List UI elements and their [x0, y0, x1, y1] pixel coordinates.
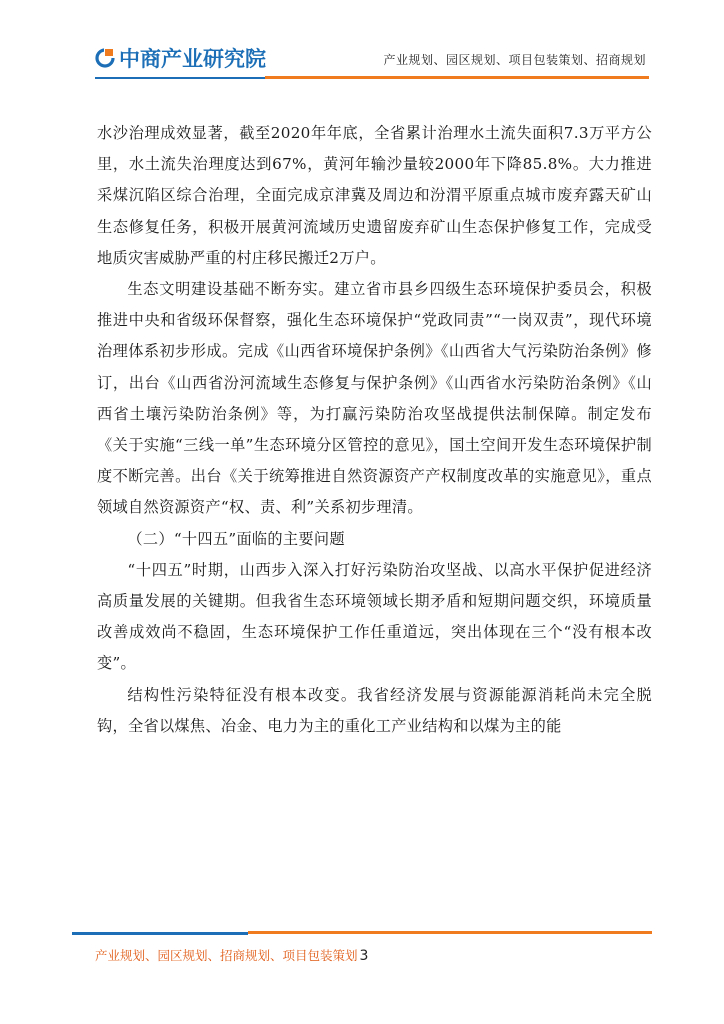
paragraph-4: 结构性污染特征没有根本改变。我省经济发展与资源能源消耗尚未完全脱钩，全省以煤焦、冶金、电力为主的重化工产业结构和以煤为主的能 [97, 685, 652, 735]
paragraph-3: “十四五”时期，山西步入深入打好污染防治攻坚战、以高水平保护促进经济高质量发展的关键期。但我省生态环境领域长期矛盾和短期问题交织，环境质量改善成效尚不稳固，生态环境保护工作任重道远，突出体现在三个“没有根本改变”。 [97, 560, 652, 673]
section-heading: （二）“十四五”面临的主要问题 [127, 529, 345, 548]
header-divider [95, 76, 649, 79]
logo-text: 中商产业研究院 [119, 47, 266, 71]
body-text [97, 118, 652, 742]
footer-tagline: 产业规划、园区规划、招商规划、项目包装策划 [95, 948, 358, 963]
footer-divider [72, 931, 652, 935]
paragraph-1: 水沙治理成效显著，截至2020年年底，全省累计治理水土流失面积7.3万平方公里，水土流失治理度达到67%，黄河年输沙量较2000年下降85.8%。大力推进采煤沉陷区综合治理，全面完成京津冀及周边和汾渭平原重点城市废弃露天矿山生态修复任务，积极开展黄河流域历史遗留废弃矿山生态保护修复工作，完成受地质灾害威胁严重的村庄移民搬迁2万户。 [97, 124, 652, 267]
header-tagline: 产业规划、园区规划、项目包装策划、招商规划 [383, 53, 646, 67]
paragraph-2: 生态文明建设基础不断夯实。建立省市县乡四级生态环境保护委员会，积极推进中央和省级环保督察，强化生态环境保护“党政同责”“一岗双责”，现代环境治理体系初步形成。完成《山西省环境保护条例》《山西省大气污染防治条例》修订，出台《山西省汾河流域生态修复与保护条例》《山西省水污染防治条例》《山西省土壤污染防治条例》等，为打赢污染防治攻坚战提供法制保障。制定发布《关于实施“三线一单”生态环境分区管控的意见》，国土空间开发生态环境保护制度不断完善。出台《关于统筹推进自然资源资产产权制度改革的实施意见》，重点领域自然资源资产“权、责、利”关系初步理清。 [97, 280, 652, 517]
page-footer [95, 946, 368, 964]
page-number: 3 [359, 948, 369, 964]
page-header [0, 0, 724, 90]
logo-mark-icon [95, 48, 115, 68]
logo [95, 44, 266, 72]
